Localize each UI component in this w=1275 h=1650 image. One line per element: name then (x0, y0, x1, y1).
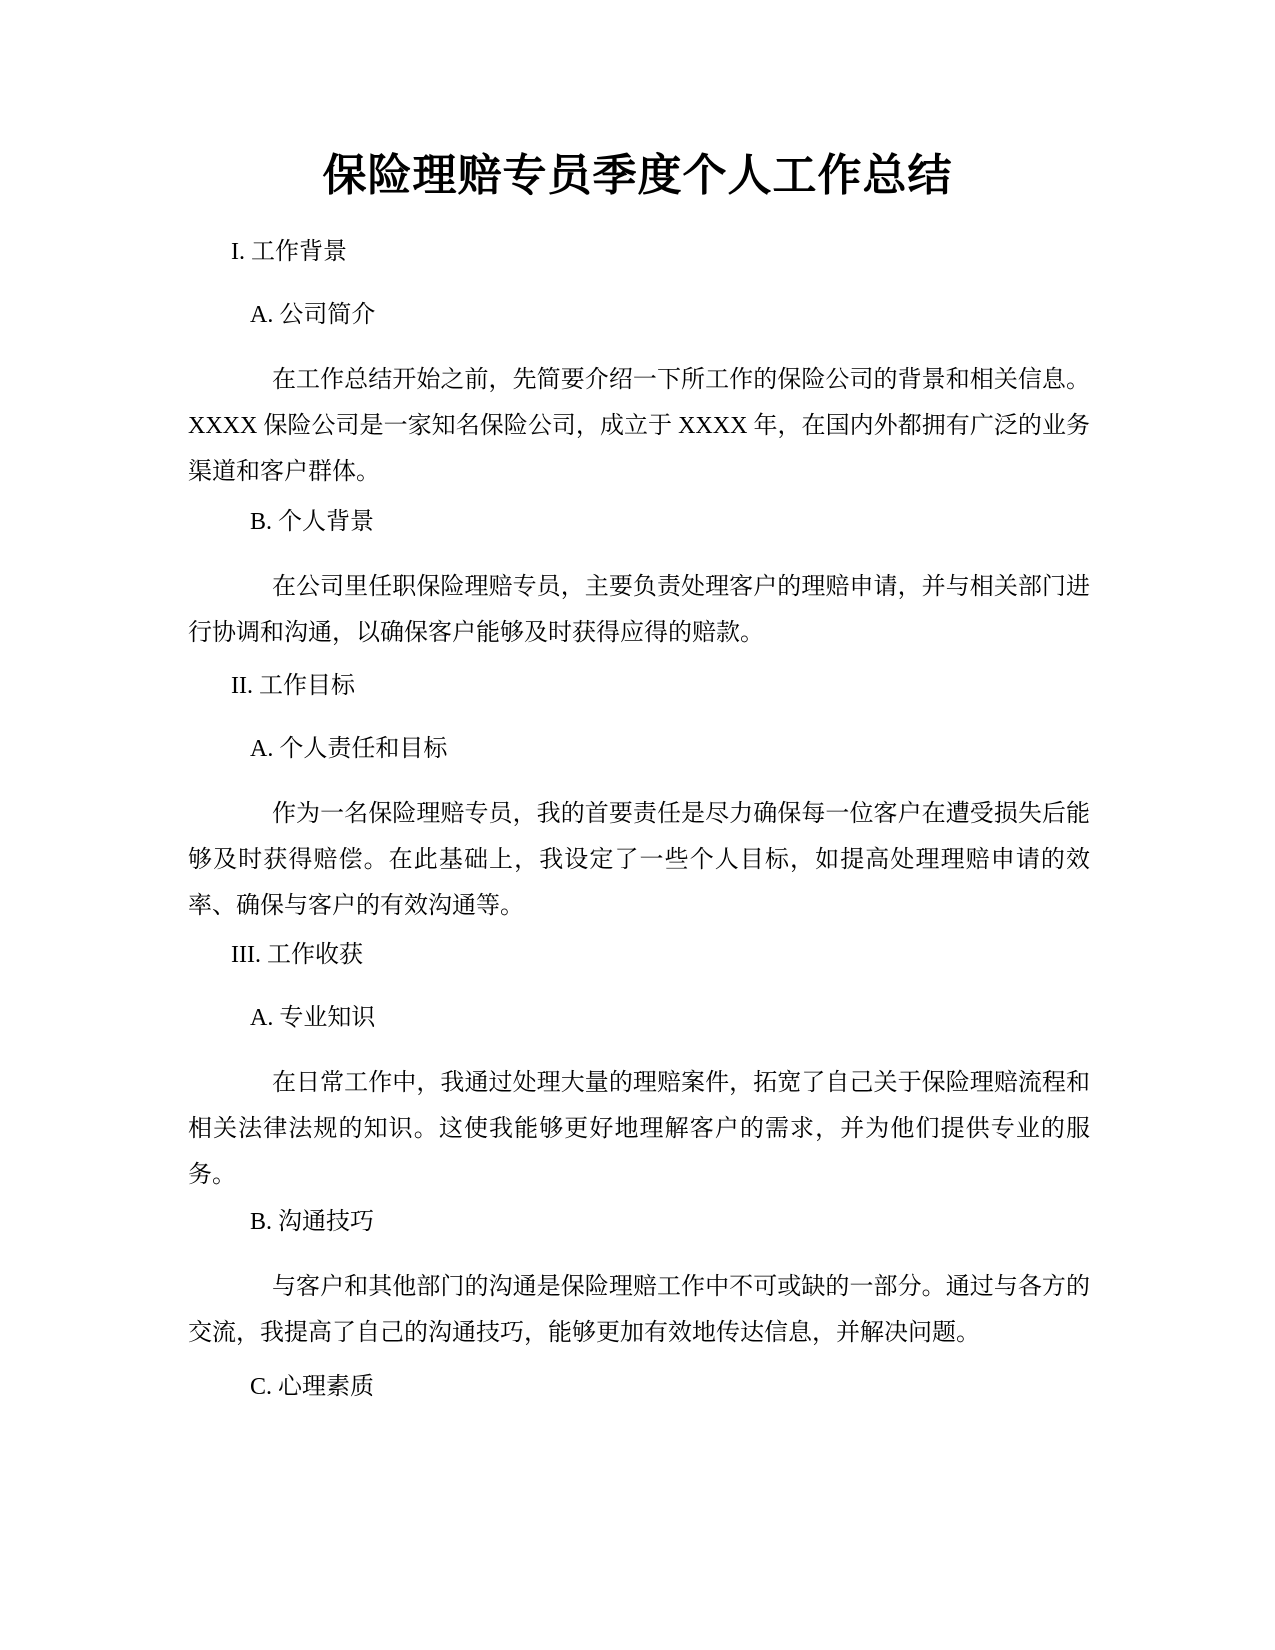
paragraph-company-intro: 在工作总结开始之前，先简要介绍一下所工作的保险公司的背景和相关信息。XXXX 保险公司是一家知名保险公司，成立于 XXXX 年，在国内外都拥有广泛的业务渠道和客户群体。 (188, 367, 1090, 485)
section-heading-work-background: I. 工作背景 (231, 239, 347, 265)
section-heading-work-gains: III. 工作收获 (231, 942, 363, 968)
paragraph-personal-background: 在公司里任职保险理赔专员，主要负责处理客户的理赔申请，并与相关部门进行协调和沟通，以确保客户能够及时获得应得的赔款。 (188, 574, 1090, 646)
subsection-heading-psychological-quality: C. 心理素质 (250, 1374, 375, 1400)
paragraph-responsibilities: 作为一名保险理赔专员，我的首要责任是尽力确保每一位客户在遭受损失后能够及时获得赔偿。在此基础上，我设定了一些个人目标，如提高处理理赔申请的效率、确保与客户的有效沟通等。 (188, 801, 1090, 919)
subsection-heading-personal-background: B. 个人背景 (250, 509, 375, 535)
paragraph-communication-skills: 与客户和其他部门的沟通是保险理赔工作中不可或缺的一部分。通过与各方的交流，我提高了自己的沟通技巧，能够更加有效地传达信息，并解决问题。 (188, 1274, 1090, 1346)
subsection-heading-communication-skills: B. 沟通技巧 (250, 1209, 375, 1235)
paragraph-professional-knowledge: 在日常工作中，我通过处理大量的理赔案件，拓宽了自己关于保险理赔流程和相关法律法规的知识。这使我能够更好地理解客户的需求，并为他们提供专业的服务。 (188, 1070, 1090, 1188)
section-heading-work-goals: II. 工作目标 (231, 673, 355, 699)
subsection-heading-responsibilities: A. 个人责任和目标 (250, 736, 448, 762)
subsection-heading-professional-knowledge: A. 专业知识 (250, 1005, 376, 1031)
subsection-heading-company-intro: A. 公司简介 (250, 302, 376, 328)
document-title: 保险理赔专员季度个人工作总结 (322, 150, 953, 201)
